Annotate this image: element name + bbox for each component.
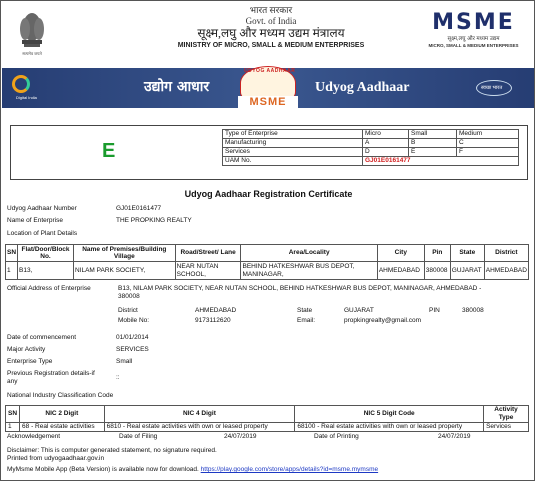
column-header: Flat/Door/Block No. [18,245,74,262]
printed-from-text: Printed from udyogaadhaar.gov.in [7,455,105,462]
table-cell: Medium [457,130,519,139]
certificate-title: Udyog Aadhaar Registration Certificate [184,189,353,199]
official-address-line2: 380008 [118,293,140,300]
commencement-value: 01/01/2014 [116,334,149,341]
state-value: GUJARAT [344,307,374,314]
play-store-link[interactable]: https://play.google.com/store/apps/details?id=msme.mymsme [200,466,379,473]
category-box [10,125,528,180]
udyog-aadhaar-banner [2,68,534,108]
banner-hindi-title: उद्योग आधार [144,79,210,95]
swachh-bharat-text: स्वच्छ भारत [481,85,503,91]
table-cell: Manufacturing [223,139,363,148]
column-header: NIC 4 Digit [104,406,295,423]
column-header: Name of Premises/Building Village [73,245,175,262]
table-cell: 68100 - Real estate activities with own or leased property [295,423,484,432]
table-cell: 1 [6,262,18,280]
table-cell: Services [484,423,529,432]
digital-india-icon [12,75,30,93]
acknowledgement-label: Acknowledgement [7,433,61,440]
table-cell: AHMEDABAD [377,262,424,280]
column-header: SN [6,406,20,423]
filing-date-label: Date of Filing [119,433,158,440]
table-cell: 1 [6,423,20,432]
table-cell: B [409,139,457,148]
national-emblem-icon [9,7,55,59]
column-header: SN [6,245,18,262]
major-activity-value: SERVICES [116,346,149,353]
msme-logo-english: MICRO, SMALL & MEDIUM ENTERPRISES [428,43,519,48]
swachh-bharat-logo [476,80,512,96]
header-hindi-country: भारत सरकार [249,5,293,15]
msme-logo-hindi: सूक्ष्म,लघु और मध्यम उद्यम [447,36,500,42]
filing-date-value: 24/07/2019 [224,433,257,440]
svg-text:सत्यमेव जयते: सत्यमेव जयते [22,51,42,56]
digital-india-text: Digital India [16,95,37,100]
table-cell: Services [223,148,363,157]
table-cell: NILAM PARK SOCIETY, [73,262,175,280]
table-cell: 380008 [424,262,450,280]
column-header: District [484,245,528,262]
mobile-app-text: MyMsme Mobile App (Beta Version) is available now for download. [7,466,199,473]
plant-location-label: Location of Plant Details [7,230,78,237]
table-cell: C [457,139,519,148]
uam-number-label: Udyog Aadhaar Number [7,205,77,212]
previous-registration-label: Previous Registration details-if [7,370,95,377]
state-label: State [297,307,313,314]
nic-table [5,405,529,432]
email-value: propkingrealty@gmail.com [344,317,422,324]
column-header: Activity Type [484,406,529,423]
table-cell: AHMEDABAD [484,262,528,280]
table-row [6,262,529,280]
banner-english-title: Udyog Aadhaar [315,80,410,95]
nic-label: National Industry Classification Code [7,392,114,399]
table-row [6,423,529,432]
pin-value: 380008 [462,307,484,314]
uam-value-cell: GJ01E0161477 [363,157,519,166]
table-cell: E [409,148,457,157]
enterprise-type-label: Enterprise Type [7,358,53,365]
district-value: AHMEDABAD [195,307,237,314]
enterprise-name-value: THE PROPKING REALTY [116,217,192,224]
major-activity-label: Major Activity [7,346,46,353]
table-row [223,130,519,139]
msme-logo [416,11,531,59]
table-cell: BEHIND HATKESHWAR BUS DEPOT, MANINAGAR, [241,262,377,280]
udyog-aadhaar-logo [236,66,300,112]
header-english-ministry: MINISTRY OF MICRO, SMALL & MEDIUM ENTERPRISES [177,42,365,49]
district-label: District [118,307,138,314]
column-header: NIC 2 Digit [20,406,105,423]
category-letter: E [102,140,116,162]
previous-registration-value: :: [116,374,120,381]
printing-date-value: 24/07/2019 [438,433,471,440]
column-header: City [377,245,424,262]
digital-india-logo [12,75,48,101]
table-cell: 68 - Real estate activities [20,423,105,432]
table-cell: A [363,139,409,148]
commencement-label: Date of commencement [7,334,77,341]
uam-label-cell: UAM No. [223,157,363,166]
email-label: Email: [297,317,316,324]
printing-date-label: Date of Printing [314,433,359,440]
government-header [1,1,534,63]
table-cell: GUJARAT [450,262,484,280]
previous-registration-label-2: any [7,378,18,385]
mobile-label: Mobile No: [118,317,150,324]
uam-number-value: GJ01E0161477 [116,205,162,212]
enterprise-type-table [222,129,519,166]
pin-label: PIN [429,307,440,314]
plant-location-table [5,244,529,280]
column-header: Area/Locality [241,245,377,262]
column-header: Pin [424,245,450,262]
official-address-line1: B13, NILAM PARK SOCIETY, NEAR NUTAN SCHOOL, BEHIND HATKESHWAR BUS DEPOT, MANINAGAR, AHMEDABAD - [118,285,482,292]
table-cell: Type of Enterprise [223,130,363,139]
column-header: State [450,245,484,262]
table-cell: F [457,148,519,157]
disclaimer-text: Disclaimer: This is computer generated statement, no signature required. [7,447,217,454]
table-cell: Micro [363,130,409,139]
table-cell: Small [409,130,457,139]
table-header-row [6,245,529,262]
enterprise-name-label: Name of Enterprise [7,217,63,224]
mobile-value: 9173112620 [195,317,231,324]
table-header-row [6,406,529,423]
official-address-label: Official Address of Enterprise [7,285,91,292]
logo-msme-text: MSME [238,96,298,109]
table-row [223,148,519,157]
header-hindi-ministry: सूक्ष्म,लघु और मध्यम उद्यम मंत्रालय [197,26,345,40]
mobile-app-note [7,466,378,474]
logo-arc-text: UDYOG AADHAAR [244,68,296,74]
msme-logo-text: MSME [432,10,515,35]
column-header: Road/Street/ Lane [175,245,241,262]
table-cell: 6810 - Real estate activities with own or leased property [104,423,295,432]
header-english-country: Govt. of India [245,16,297,26]
table-cell: D [363,148,409,157]
column-header: NIC 5 Digit Code [295,406,484,423]
enterprise-type-value: Small [116,358,133,365]
table-row [223,157,519,166]
table-row [223,139,519,148]
table-cell: B13, [18,262,74,280]
table-cell: NEAR NUTAN SCHOOL, [175,262,241,280]
